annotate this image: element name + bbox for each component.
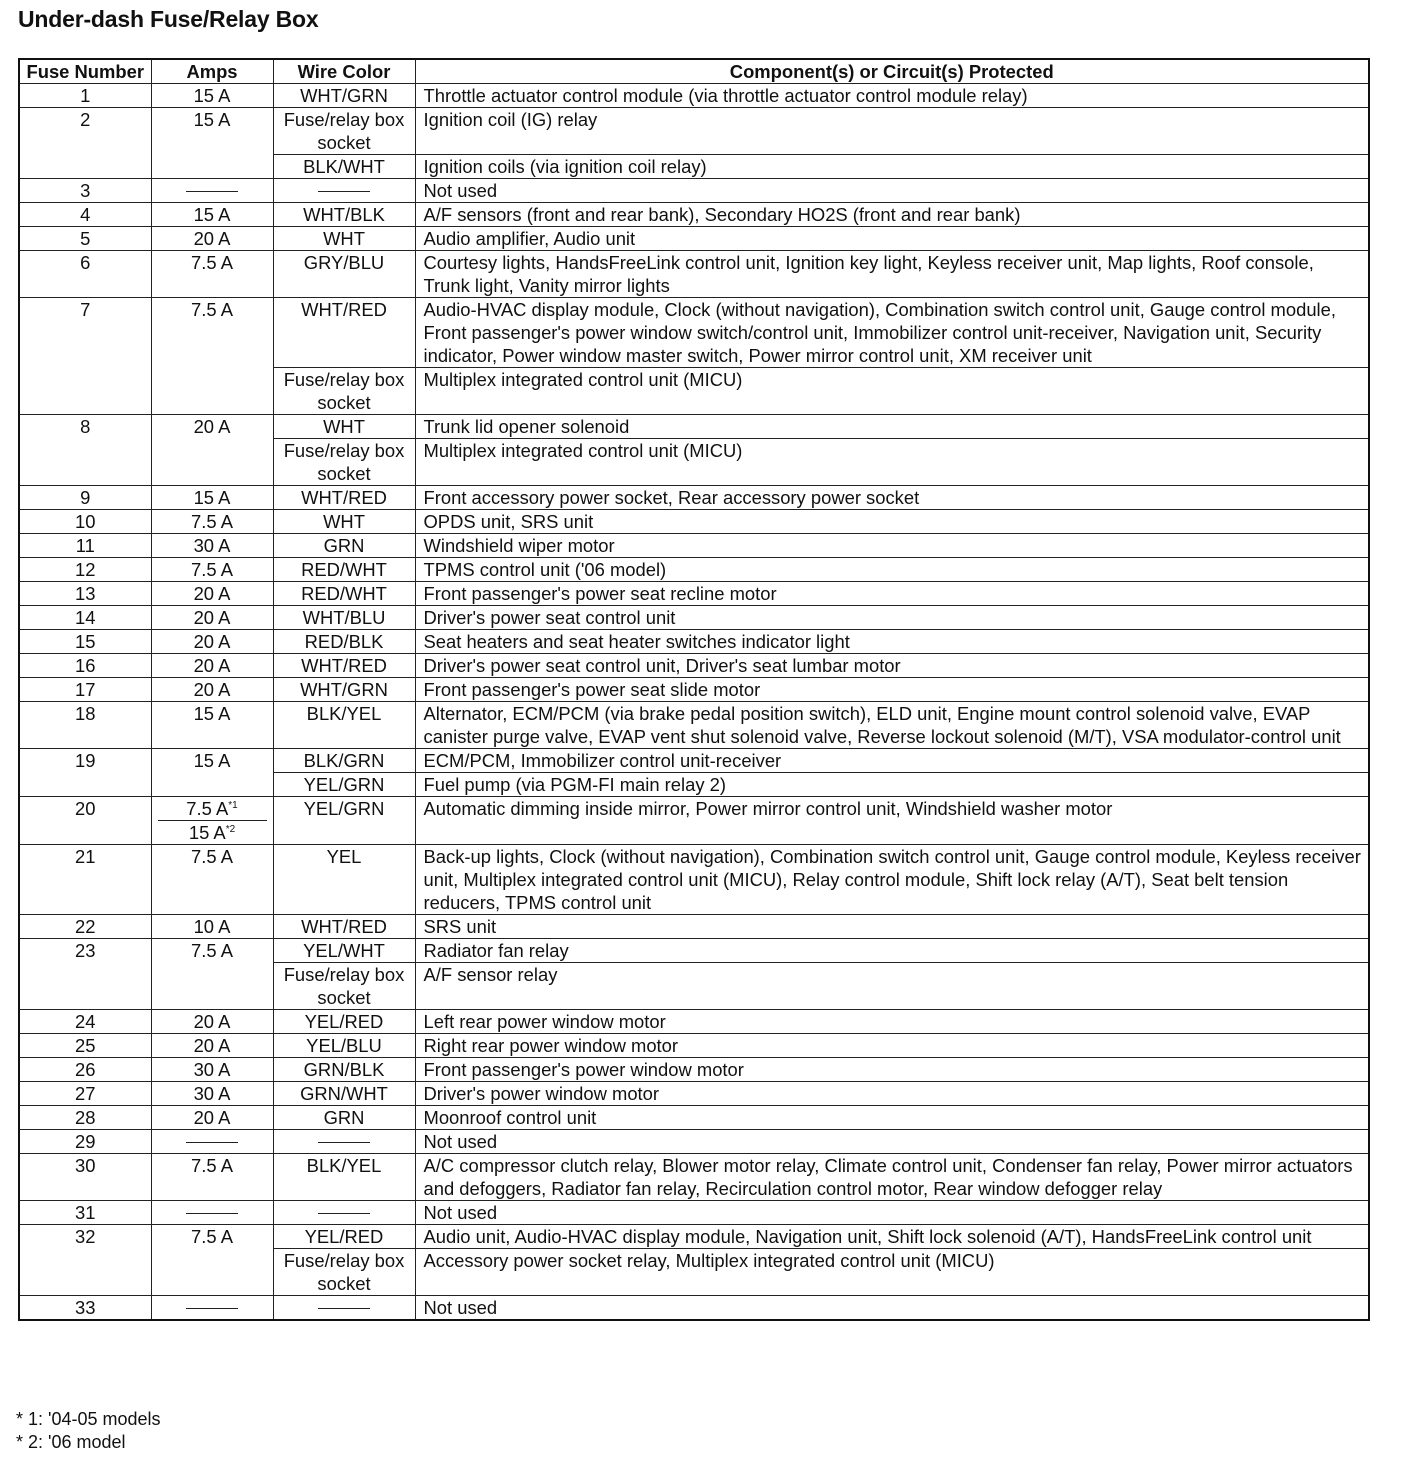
table-row <box>19 630 1369 654</box>
amps-footnote-marker: *1 <box>228 799 238 811</box>
component-protected: OPDS unit, SRS unit <box>415 510 1369 534</box>
fuse-amps <box>151 1296 273 1321</box>
fuse-number: 12 <box>19 558 151 582</box>
component-protected: Automatic dimming inside mirror, Power mirror control unit, Windshield washer motor <box>415 797 1369 845</box>
wire-color: Fuse/relay box socket <box>273 963 415 1010</box>
wire-color: RED/WHT <box>273 558 415 582</box>
fuse-table <box>18 58 1370 1321</box>
fuse-number: 14 <box>19 606 151 630</box>
component-protected: Audio unit, Audio-HVAC display module, Navigation unit, Shift lock solenoid (A/T), HandsFreeLink control unit <box>415 1225 1369 1249</box>
table-row <box>19 558 1369 582</box>
fuse-number: 23 <box>19 939 151 1010</box>
component-protected: Alternator, ECM/PCM (via brake pedal position switch), ELD unit, Engine mount control solenoid valve, EVAP canister purge valve, EVAP vent shut solenoid valve, Reverse lockout solenoid (M/T), VSA modulator-control unit <box>415 702 1369 749</box>
component-protected: TPMS control unit ('06 model) <box>415 558 1369 582</box>
component-protected: Trunk lid opener solenoid <box>415 415 1369 439</box>
fuse-amps: 15 A <box>151 84 273 108</box>
table-row <box>19 510 1369 534</box>
empty-dash <box>318 1142 370 1143</box>
fuse-amps: 7.5 A <box>151 1225 273 1296</box>
wire-color: Fuse/relay box socket <box>273 108 415 155</box>
fuse-number: 13 <box>19 582 151 606</box>
fuse-amps: 30 A <box>151 1082 273 1106</box>
table-row <box>19 1225 1369 1249</box>
wire-color: WHT/BLK <box>273 203 415 227</box>
fuse-amps: 7.5 A <box>151 251 273 298</box>
component-protected: Throttle actuator control module (via throttle actuator control module relay) <box>415 84 1369 108</box>
wire-color: WHT/GRN <box>273 84 415 108</box>
amps-footnote-marker: *2 <box>225 823 236 835</box>
wire-color: WHT/RED <box>273 298 415 368</box>
table-row <box>19 1154 1369 1201</box>
component-protected: Windshield wiper motor <box>415 534 1369 558</box>
fuse-number: 15 <box>19 630 151 654</box>
table-row <box>19 1034 1369 1058</box>
fuse-number: 29 <box>19 1130 151 1154</box>
component-protected: Radiator fan relay <box>415 939 1369 963</box>
fuse-amps: 7.5 A <box>151 298 273 415</box>
fuse-number: 11 <box>19 534 151 558</box>
table-row <box>19 702 1369 749</box>
table-row <box>19 1058 1369 1082</box>
fuse-number: 20 <box>19 797 151 845</box>
fuse-amps: 20 A <box>151 630 273 654</box>
component-protected: Audio-HVAC display module, Clock (without navigation), Combination switch control unit, Gauge control module, Front passenger's power window switch/control unit, Immobilizer control unit-receiver, Navigation unit, Security indicator, Power window master switch, Power mirror control unit, XM receiver unit <box>415 298 1369 368</box>
table-row <box>19 108 1369 155</box>
wire-color: BLK/YEL <box>273 702 415 749</box>
table-row <box>19 84 1369 108</box>
component-protected: Not used <box>415 1130 1369 1154</box>
component-protected: A/C compressor clutch relay, Blower motor relay, Climate control unit, Condenser fan relay, Power mirror actuators and defoggers, Radiator fan relay, Recirculation control motor, Rear window defogger relay <box>415 1154 1369 1201</box>
wire-color <box>273 1296 415 1321</box>
wire-color: GRN <box>273 534 415 558</box>
component-protected: Front passenger's power window motor <box>415 1058 1369 1082</box>
footnote-2: * 2: '06 model <box>16 1432 126 1452</box>
wire-color: YEL/GRN <box>273 773 415 797</box>
wire-color: GRN <box>273 1106 415 1130</box>
fuse-amps <box>151 1130 273 1154</box>
fuse-amps <box>151 1201 273 1225</box>
fuse-number: 17 <box>19 678 151 702</box>
component-protected: Moonroof control unit <box>415 1106 1369 1130</box>
fuse-amps: 20 A <box>151 654 273 678</box>
component-protected: Not used <box>415 179 1369 203</box>
component-protected: Courtesy lights, HandsFreeLink control unit, Ignition key light, Keyless receiver unit, Map lights, Roof console, Trunk light, Vanity mirror lights <box>415 251 1369 298</box>
amps-variant-2 <box>154 821 271 844</box>
table-row <box>19 939 1369 963</box>
component-protected: A/F sensors (front and rear bank), Secondary HO2S (front and rear bank) <box>415 203 1369 227</box>
component-protected: Accessory power socket relay, Multiplex integrated control unit (MICU) <box>415 1249 1369 1296</box>
empty-dash <box>186 191 238 192</box>
table-row <box>19 1082 1369 1106</box>
fuse-number: 31 <box>19 1201 151 1225</box>
wire-color: YEL/GRN <box>273 797 415 845</box>
fuse-number: 26 <box>19 1058 151 1082</box>
table-row <box>19 298 1369 368</box>
wire-color: WHT <box>273 415 415 439</box>
fuse-amps: 7.5 A <box>151 1154 273 1201</box>
wire-color: GRN/BLK <box>273 1058 415 1082</box>
fuse-amps: 7.5 A <box>151 845 273 915</box>
component-protected: Front passenger's power seat slide motor <box>415 678 1369 702</box>
fuse-amps: 20 A <box>151 678 273 702</box>
table-row <box>19 415 1369 439</box>
table-row <box>19 606 1369 630</box>
fuse-amps: 15 A <box>151 749 273 797</box>
fuse-amps: 15 A <box>151 108 273 179</box>
fuse-number: 21 <box>19 845 151 915</box>
fuse-number: 32 <box>19 1225 151 1296</box>
component-protected: SRS unit <box>415 915 1369 939</box>
component-protected: Back-up lights, Clock (without navigation), Combination switch control unit, Gauge control module, Keyless receiver unit, Multiplex integrated control unit (MICU), Relay control module, Shift lock relay (A/T), Seat belt tension reducers, TPMS control unit <box>415 845 1369 915</box>
fuse-amps: 10 A <box>151 915 273 939</box>
table-row <box>19 251 1369 298</box>
component-protected: Left rear power window motor <box>415 1010 1369 1034</box>
fuse-amps: 20 A <box>151 606 273 630</box>
wire-color: BLK/GRN <box>273 749 415 773</box>
table-row <box>19 1130 1369 1154</box>
wire-color: BLK/YEL <box>273 1154 415 1201</box>
fuse-number: 16 <box>19 654 151 678</box>
wire-color: Fuse/relay box socket <box>273 439 415 486</box>
component-protected: Front accessory power socket, Rear accessory power socket <box>415 486 1369 510</box>
fuse-number: 19 <box>19 749 151 797</box>
footnotes <box>16 1408 161 1454</box>
amps-variant-1 <box>158 797 267 821</box>
fuse-amps: 7.5 A <box>151 510 273 534</box>
fuse-amps <box>151 797 273 845</box>
table-row <box>19 203 1369 227</box>
wire-color: GRN/WHT <box>273 1082 415 1106</box>
fuse-amps: 30 A <box>151 1058 273 1082</box>
fuse-number: 3 <box>19 179 151 203</box>
fuse-number: 4 <box>19 203 151 227</box>
table-row <box>19 654 1369 678</box>
component-protected: Multiplex integrated control unit (MICU) <box>415 439 1369 486</box>
fuse-number: 27 <box>19 1082 151 1106</box>
fuse-amps: 30 A <box>151 534 273 558</box>
fuse-amps: 15 A <box>151 486 273 510</box>
empty-dash <box>186 1142 238 1143</box>
wire-color: WHT/RED <box>273 915 415 939</box>
component-protected: Driver's power seat control unit, Driver's seat lumbar motor <box>415 654 1369 678</box>
header-row <box>19 59 1369 84</box>
component-protected: Driver's power window motor <box>415 1082 1369 1106</box>
component-protected: Seat heaters and seat heater switches indicator light <box>415 630 1369 654</box>
table-row <box>19 1010 1369 1034</box>
header-fuse-number: Fuse Number <box>19 59 151 84</box>
table-row <box>19 179 1369 203</box>
wire-color: YEL/BLU <box>273 1034 415 1058</box>
component-protected: Ignition coil (IG) relay <box>415 108 1369 155</box>
fuse-number: 18 <box>19 702 151 749</box>
wire-color: YEL/RED <box>273 1225 415 1249</box>
table-row <box>19 486 1369 510</box>
fuse-amps: 15 A <box>151 203 273 227</box>
fuse-amps: 20 A <box>151 227 273 251</box>
fuse-amps: 15 A <box>151 702 273 749</box>
table-row <box>19 582 1369 606</box>
component-protected: A/F sensor relay <box>415 963 1369 1010</box>
wire-color: WHT/BLU <box>273 606 415 630</box>
fuse-amps: 20 A <box>151 415 273 486</box>
fuse-number: 6 <box>19 251 151 298</box>
fuse-number: 8 <box>19 415 151 486</box>
component-protected: Right rear power window motor <box>415 1034 1369 1058</box>
wire-color <box>273 1201 415 1225</box>
table-row <box>19 534 1369 558</box>
amps-value: 7.5 A <box>186 798 229 819</box>
fuse-amps: 20 A <box>151 1034 273 1058</box>
fuse-number: 5 <box>19 227 151 251</box>
empty-dash <box>318 1213 370 1214</box>
page-title: Under-dash Fuse/Relay Box <box>18 6 319 32</box>
empty-dash <box>318 191 370 192</box>
table-row <box>19 678 1369 702</box>
component-protected: ECM/PCM, Immobilizer control unit-receiver <box>415 749 1369 773</box>
wire-color: YEL <box>273 845 415 915</box>
wire-color: YEL/WHT <box>273 939 415 963</box>
table-row <box>19 1106 1369 1130</box>
fuse-number: 1 <box>19 84 151 108</box>
table-row <box>19 749 1369 773</box>
component-protected: Fuel pump (via PGM-FI main relay 2) <box>415 773 1369 797</box>
component-protected: Front passenger's power seat recline motor <box>415 582 1369 606</box>
fuse-amps: 7.5 A <box>151 558 273 582</box>
wire-color: Fuse/relay box socket <box>273 368 415 415</box>
header-wire-color: Wire Color <box>273 59 415 84</box>
component-protected: Audio amplifier, Audio unit <box>415 227 1369 251</box>
wire-color: RED/BLK <box>273 630 415 654</box>
fuse-amps: 7.5 A <box>151 939 273 1010</box>
fuse-number: 30 <box>19 1154 151 1201</box>
wire-color: YEL/RED <box>273 1010 415 1034</box>
header-amps: Amps <box>151 59 273 84</box>
table-row <box>19 1296 1369 1321</box>
fuse-table-body <box>19 84 1369 1321</box>
wire-color <box>273 1130 415 1154</box>
component-protected: Ignition coils (via ignition coil relay) <box>415 155 1369 179</box>
table-row <box>19 915 1369 939</box>
table-row <box>19 1201 1369 1225</box>
table-row <box>19 845 1369 915</box>
wire-color: WHT/GRN <box>273 678 415 702</box>
fuse-number: 10 <box>19 510 151 534</box>
empty-dash <box>186 1308 238 1309</box>
wire-color <box>273 179 415 203</box>
footnote-1: * 1: '04-05 models <box>16 1409 161 1429</box>
fuse-number: 28 <box>19 1106 151 1130</box>
empty-dash <box>186 1213 238 1214</box>
header-component: Component(s) or Circuit(s) Protected <box>415 59 1369 84</box>
fuse-number: 7 <box>19 298 151 415</box>
wire-color: WHT <box>273 227 415 251</box>
fuse-number: 2 <box>19 108 151 179</box>
fuse-amps: 20 A <box>151 582 273 606</box>
table-row <box>19 227 1369 251</box>
wire-color: WHT/RED <box>273 654 415 678</box>
component-protected: Not used <box>415 1201 1369 1225</box>
wire-color: GRY/BLU <box>273 251 415 298</box>
component-protected: Driver's power seat control unit <box>415 606 1369 630</box>
fuse-number: 24 <box>19 1010 151 1034</box>
component-protected: Not used <box>415 1296 1369 1321</box>
component-protected: Multiplex integrated control unit (MICU) <box>415 368 1369 415</box>
wire-color: Fuse/relay box socket <box>273 1249 415 1296</box>
empty-dash <box>318 1308 370 1309</box>
wire-color: WHT <box>273 510 415 534</box>
wire-color: RED/WHT <box>273 582 415 606</box>
fuse-amps: 20 A <box>151 1010 273 1034</box>
fuse-number: 33 <box>19 1296 151 1321</box>
fuse-number: 9 <box>19 486 151 510</box>
amps-value: 15 A <box>188 822 226 843</box>
fuse-number: 25 <box>19 1034 151 1058</box>
wire-color: BLK/WHT <box>273 155 415 179</box>
table-row <box>19 797 1369 845</box>
wire-color: WHT/RED <box>273 486 415 510</box>
fuse-number: 22 <box>19 915 151 939</box>
fuse-amps: 20 A <box>151 1106 273 1130</box>
fuse-amps <box>151 179 273 203</box>
